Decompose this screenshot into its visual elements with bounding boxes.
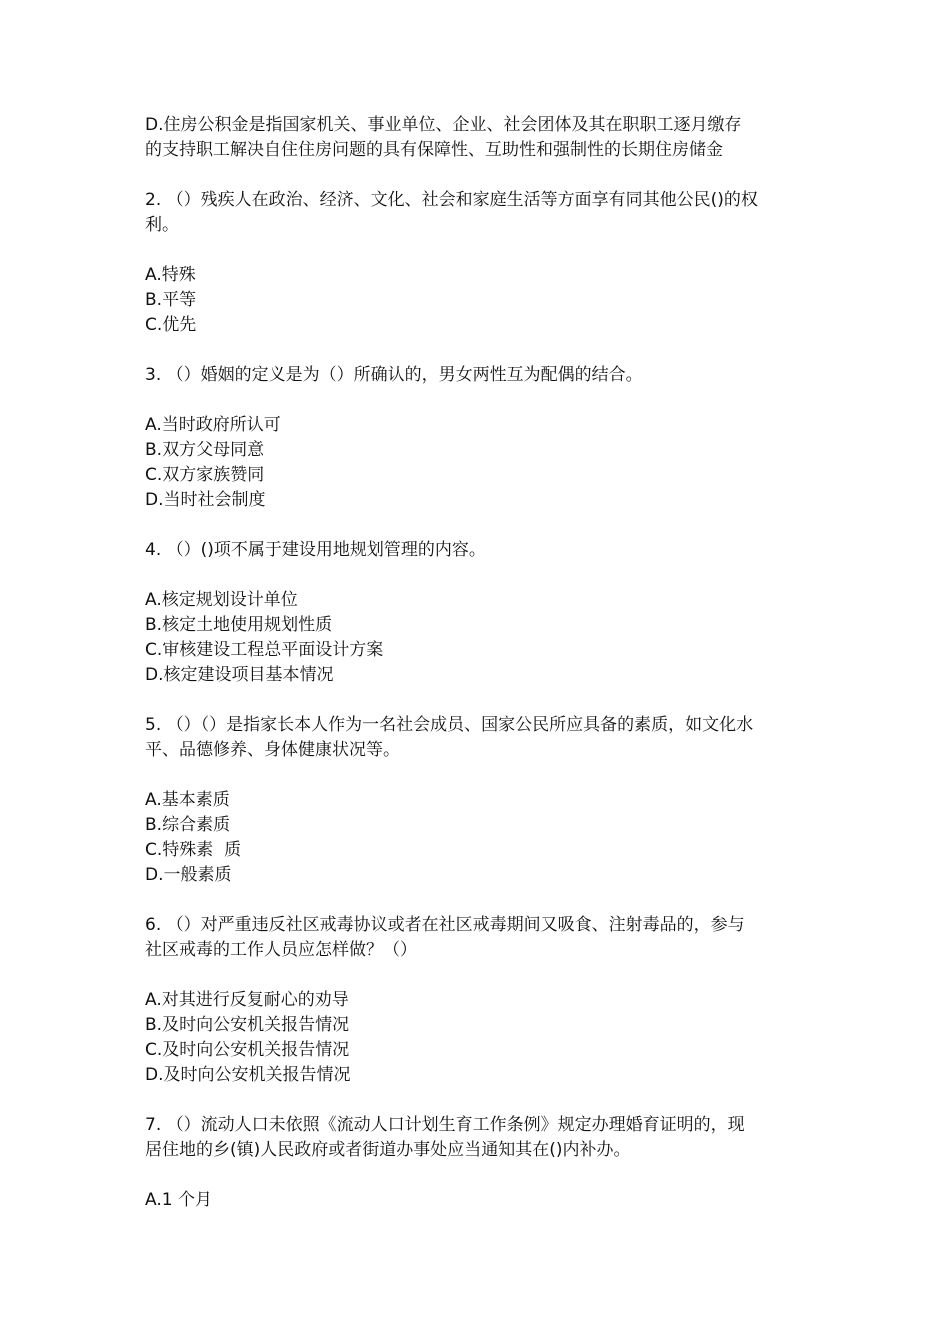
option-c: C.双方家族赞同 [145,465,265,485]
option-d: D.及时向公安机关报告情况 [145,1065,351,1085]
options-list [145,1188,815,1213]
option-b: B.及时向公安机关报告情况 [145,1015,350,1035]
option-a: A.核定规划设计单位 [145,590,298,610]
option-b: B.核定土地使用规划性质 [145,615,333,635]
options-list [145,263,815,338]
option-b: B.综合素质 [145,815,231,835]
question-7 [145,1113,815,1213]
intro-option [145,113,815,163]
option-c: C.优先 [145,315,197,335]
question-text: 3. （）婚姻的定义是为（）所确认的，男女两性互为配偶的结合。 [145,365,643,385]
option-c: C.审核建设工程总平面设计方案 [145,640,384,660]
option-c: C.及时向公安机关报告情况 [145,1040,350,1060]
question-text: 居住地的乡(镇)人民政府或者街道办事处应当通知其在()内补办。 [145,1140,631,1160]
option-b: B.双方父母同意 [145,440,265,460]
question-text: 7. （）流动人口未依照《流动人口计划生育工作条例》规定办理婚育证明的，现 [145,1115,745,1135]
option-a: A.特殊 [145,265,196,285]
text-line: 的支持职工解决自住住房问题的具有保障性、互助性和强制性的长期住房储金 [145,140,723,160]
options-list [145,988,815,1088]
option-b: B.平等 [145,290,197,310]
question-text: 社区戒毒的工作人员应怎样做？（） [145,940,417,960]
question-text: 5. （）（）是指家长本人作为一名社会成员、国家公民所应具备的素质，如文化水 [145,715,754,735]
question-2 [145,188,815,338]
question-text: 平、品德修养、身体健康状况等。 [145,740,400,760]
question-6 [145,913,815,1088]
option-d: D.当时社会制度 [145,490,266,510]
question-5 [145,713,815,888]
option-c: C.特殊素 质 [145,840,242,860]
option-d: D.核定建设项目基本情况 [145,665,334,685]
option-d: D.一般素质 [145,865,232,885]
option-a: A.1 个月 [145,1190,212,1210]
question-4 [145,538,815,688]
option-a: A.基本素质 [145,790,230,810]
option-a: A.对其进行反复耐心的劝导 [145,990,349,1010]
question-text: 2. （）残疾人在政治、经济、文化、社会和家庭生活等方面享有同其他公民()的权 [145,190,758,210]
options-list [145,413,815,513]
text-line: D.住房公积金是指国家机关、事业单位、企业、社会团体及其在职职工逐月缴存 [145,115,742,135]
option-a: A.当时政府所认可 [145,415,281,435]
question-text: 4. （）()项不属于建设用地规划管理的内容。 [145,540,486,560]
options-list [145,788,815,888]
question-text: 6. （）对严重违反社区戒毒协议或者在社区戒毒期间又吸食、注射毒品的，参与 [145,915,745,935]
document-page [145,113,815,1213]
options-list [145,588,815,688]
question-text: 利。 [145,215,179,235]
question-3 [145,363,815,513]
